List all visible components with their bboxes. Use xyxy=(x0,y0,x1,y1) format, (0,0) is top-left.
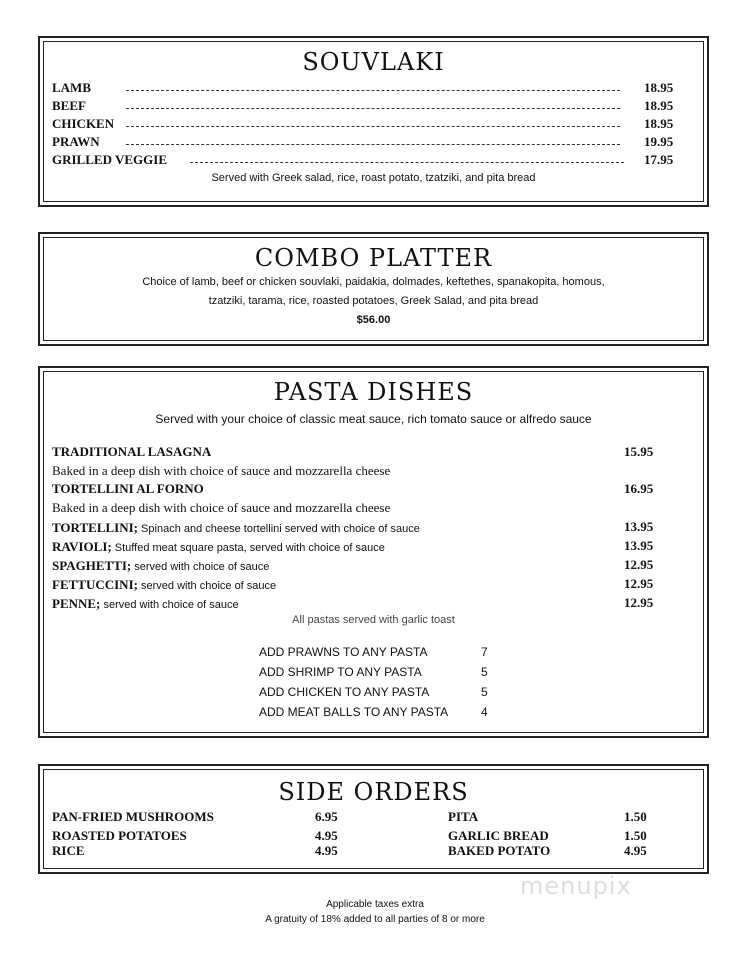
pasta-item-description: Baked in a deep dish with choice of sauce and mozzarella cheese xyxy=(52,463,391,478)
side-item-name: BAKED POTATO xyxy=(448,843,551,858)
section-title: PASTA DISHES xyxy=(273,378,474,406)
pasta-item-name: TRADITIONAL LASAGNA xyxy=(52,444,212,459)
leader-dots xyxy=(126,126,620,127)
menu-item-price: 18.95 xyxy=(644,98,674,113)
garlic-toast-note: All pastas served with garlic toast xyxy=(292,614,455,626)
pasta-item-description: Spinach and cheese tortellini served with choice of sauce xyxy=(138,523,420,535)
menu-item-price: 18.95 xyxy=(644,80,674,95)
pasta-item-price: 16.95 xyxy=(624,481,654,496)
side-item-price: 4.95 xyxy=(315,843,338,858)
pasta-item-price: 12.95 xyxy=(624,557,654,572)
footer-taxes: Applicable taxes extra xyxy=(326,899,424,910)
side-item-name: PITA xyxy=(448,809,479,824)
pasta-item-description: served with choice of sauce xyxy=(131,561,270,573)
leader-dots xyxy=(126,144,620,145)
menu-item-name: GRILLED VEGGIE xyxy=(52,152,167,167)
pasta-item-name: SPAGHETTI; xyxy=(52,558,132,573)
pasta-item xyxy=(52,538,385,556)
pasta-item xyxy=(52,557,269,575)
side-item-price: 1.50 xyxy=(624,828,647,843)
section-title: SIDE ORDERS xyxy=(278,778,469,806)
pasta-item-description: Stuffed meat square pasta, served with choice of sauce xyxy=(111,542,385,554)
combo-section xyxy=(38,232,709,346)
addon-price: 7 xyxy=(481,645,488,659)
side-item-name: RICE xyxy=(52,843,85,858)
pasta-item xyxy=(52,519,420,537)
pasta-item-price: 13.95 xyxy=(624,538,654,553)
addon-label: ADD CHICKEN TO ANY PASTA xyxy=(259,685,430,699)
addon-label: ADD MEAT BALLS TO ANY PASTA xyxy=(259,705,449,719)
pasta-item-name: PENNE; xyxy=(52,596,101,611)
menu-item-name: CHICKEN xyxy=(52,116,115,131)
section-subtitle: Served with your choice of classic meat sauce, rich tomato sauce or alfredo sauce xyxy=(155,412,592,426)
pasta-item-price: 12.95 xyxy=(624,576,654,591)
watermark: menupix xyxy=(520,872,632,900)
combo-price: $56.00 xyxy=(356,314,391,326)
pasta-item-name: RAVIOLI; xyxy=(52,539,112,554)
menu-item-name: BEEF xyxy=(52,98,86,113)
side-item-price: 6.95 xyxy=(315,809,338,824)
footer-gratuity: A gratuity of 18% added to all parties of 8 or more xyxy=(265,914,485,925)
side-item-price: 1.50 xyxy=(624,809,647,824)
addon-price: 4 xyxy=(481,705,488,719)
pasta-item-name: FETTUCCINI; xyxy=(52,577,138,592)
pasta-item-price: 13.95 xyxy=(624,519,654,534)
sides-section xyxy=(38,764,709,874)
side-item-name: ROASTED POTATOES xyxy=(52,828,187,843)
section-title: COMBO PLATTER xyxy=(254,244,493,272)
leader-dots xyxy=(190,162,624,163)
addon-price: 5 xyxy=(481,685,488,699)
pasta-item-description: served with choice of sauce xyxy=(100,599,239,611)
souvlaki-section xyxy=(38,36,709,207)
section-note: Served with Greek salad, rice, roast potato, tzatziki, and pita bread xyxy=(211,172,536,184)
addon-label: ADD PRAWNS TO ANY PASTA xyxy=(259,645,428,659)
pasta-item-description: Baked in a deep dish with choice of sauce and mozzarella cheese xyxy=(52,500,391,515)
side-item-price: 4.95 xyxy=(315,828,338,843)
menu-item-name: PRAWN xyxy=(52,134,100,149)
side-item-name: GARLIC BREAD xyxy=(448,828,549,843)
pasta-item xyxy=(52,576,276,594)
menu-item-name: LAMB xyxy=(52,80,91,95)
combo-description: Choice of lamb, beef or chicken souvlaki, paidakia, dolmades, keftethes, spanakopita, homous, xyxy=(142,276,605,288)
side-item-name: PAN-FRIED MUSHROOMS xyxy=(52,809,214,824)
section-title: SOUVLAKI xyxy=(302,48,445,76)
combo-description: tzatziki, tarama, rice, roasted potatoes, Greek Salad, and pita bread xyxy=(208,295,539,307)
pasta-item-price: 12.95 xyxy=(624,595,654,610)
pasta-item-name: TORTELLINI; xyxy=(52,520,138,535)
menu-item-price: 18.95 xyxy=(644,116,674,131)
addon-price: 5 xyxy=(481,665,488,679)
leader-dots xyxy=(126,108,620,109)
menu-item-price: 17.95 xyxy=(644,152,674,167)
pasta-item-price: 15.95 xyxy=(624,444,654,459)
pasta-item-name: TORTELLINI AL FORNO xyxy=(52,481,204,496)
pasta-item-description: served with choice of sauce xyxy=(137,580,277,592)
side-item-price: 4.95 xyxy=(624,843,647,858)
addon-label: ADD SHRIMP TO ANY PASTA xyxy=(259,665,422,679)
pasta-item xyxy=(52,595,239,613)
leader-dots xyxy=(126,90,620,91)
menu-item-price: 19.95 xyxy=(644,134,674,149)
pasta-section xyxy=(38,366,709,738)
